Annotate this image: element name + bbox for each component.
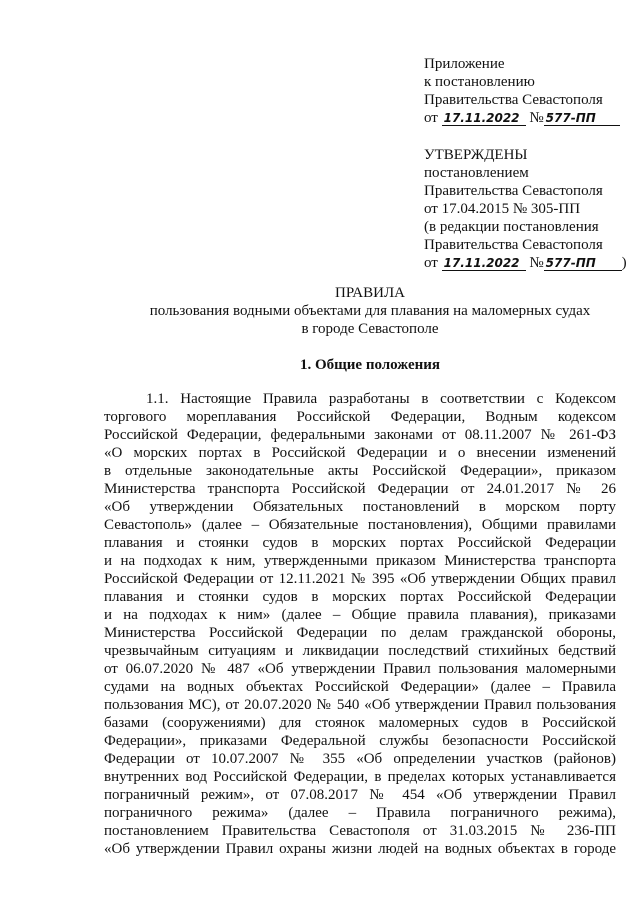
appendix-line-2: к постановлению bbox=[424, 74, 535, 90]
document-subtitle-line-1: пользования водными объектами для плавания на маломерных судах bbox=[149, 303, 591, 319]
body-line: «О морских портах в Российской Федерации и о внесении изменений bbox=[104, 445, 616, 461]
body-line: и на подходах к ним, утвержденными приказом Министерства транспорта bbox=[104, 553, 616, 569]
approved-heading: УТВЕРЖДЕНЫ bbox=[424, 147, 528, 163]
document-title: ПРАВИЛА bbox=[335, 285, 405, 301]
body-line: «Об утверждении Правил охраны жизни людей на водных объектах в городе bbox=[104, 841, 616, 857]
approved-handwritten-number: 577-ПП bbox=[544, 256, 622, 271]
body-line: Севастополь» (далее – Обязательные постановления), Общими правилами bbox=[104, 517, 616, 533]
appendix-ot-label: от bbox=[424, 110, 438, 126]
appendix-handwritten-number: 577-ПП bbox=[544, 111, 620, 126]
appendix-block bbox=[424, 55, 624, 127]
approved-ot-label: от bbox=[424, 255, 438, 271]
body-line: плавания и стоянки судов в морских портах Российской Федерации bbox=[104, 535, 616, 551]
appendix-line-1: Приложение bbox=[424, 56, 505, 72]
body-line: Российской Федерации, федеральными законами от 08.11.2007 № 261-ФЗ bbox=[104, 427, 616, 443]
section-heading: 1. Общие положения bbox=[299, 357, 441, 373]
approved-handwritten-date: 17.11.2022 bbox=[442, 256, 526, 271]
body-line: «Об утверждении Обязательных постановлений в морском порту bbox=[104, 499, 616, 515]
body-paragraph bbox=[104, 390, 616, 858]
body-line: пограничного режима» (далее – Правила пограничного режима), bbox=[104, 805, 616, 821]
body-line: Федерации от 10.07.2007 № 355 «Об определении участков (районов) bbox=[104, 751, 616, 767]
body-line: торгового мореплавания Российской Федерации, Водным кодексом bbox=[104, 409, 616, 425]
appendix-number-label: № bbox=[529, 110, 544, 126]
body-line: Федерации», приказами Федеральной службы безопасности Российской bbox=[104, 733, 616, 749]
body-line: судами на водных объектах Российской Федерации» (далее – Правила bbox=[104, 679, 616, 695]
body-line: Российской Федерации от 12.11.2021 № 395 «Об утверждении Общих правил bbox=[104, 571, 616, 587]
body-line: базами (сооружениями) для стоянок маломерных судов в Российской bbox=[104, 715, 616, 731]
body-line: Министерства Российской Федерации по делам гражданской обороны, bbox=[104, 625, 616, 641]
body-line: от 06.07.2020 № 487 «Об утверждении Правил пользования маломерными bbox=[104, 661, 616, 677]
body-line: чрезвычайным ситуациям и ликвидации последствий стихийных бедствий bbox=[104, 643, 616, 659]
body-line: пограничный режим», от 07.08.2017 № 454 «Об утверждении Правил bbox=[104, 787, 616, 803]
appendix-handwritten-date: 17.11.2022 bbox=[442, 111, 526, 126]
appendix-date-line bbox=[424, 109, 624, 127]
approved-line-2: Правительства Севастополя bbox=[424, 183, 603, 199]
approved-date-line bbox=[424, 254, 627, 272]
body-line: плавания и стоянки судов в морских портах Российской Федерации bbox=[104, 589, 616, 605]
document-title-block bbox=[0, 284, 640, 338]
body-line: Министерства транспорта Российской Федерации от 24.01.2017 № 26 bbox=[104, 481, 616, 497]
body-line: внутренних вод Российской Федерации, в пределах которых устанавливается bbox=[104, 769, 616, 785]
body-line: и на подходах к ним» (далее – Общие правила плавания), приказами bbox=[104, 607, 616, 623]
body-line: в отдельные законодательные акты Российской Федерации», приказом bbox=[104, 463, 616, 479]
appendix-line-3: Правительства Севастополя bbox=[424, 92, 603, 108]
body-line: постановлением Правительства Севастополя от 31.03.2015 № 236-ПП bbox=[104, 823, 616, 839]
body-line: 1.1. Настоящие Правила разработаны в соответствии с Кодексом bbox=[146, 391, 616, 407]
approved-line-3: от 17.04.2015 № 305-ПП bbox=[424, 201, 581, 217]
approved-number-label: № bbox=[529, 255, 544, 271]
approved-block bbox=[424, 146, 627, 272]
approved-line-5: Правительства Севастополя bbox=[424, 237, 603, 253]
approved-close-paren: ) bbox=[621, 255, 627, 271]
document-subtitle-line-2: в городе Севастополе bbox=[301, 321, 439, 337]
approved-line-4: (в редакции постановления bbox=[424, 219, 599, 235]
approved-line-1: постановлением bbox=[424, 165, 529, 181]
body-line: пользования МС), от 20.07.2020 № 540 «Об утверждении Правил пользования bbox=[104, 697, 616, 713]
